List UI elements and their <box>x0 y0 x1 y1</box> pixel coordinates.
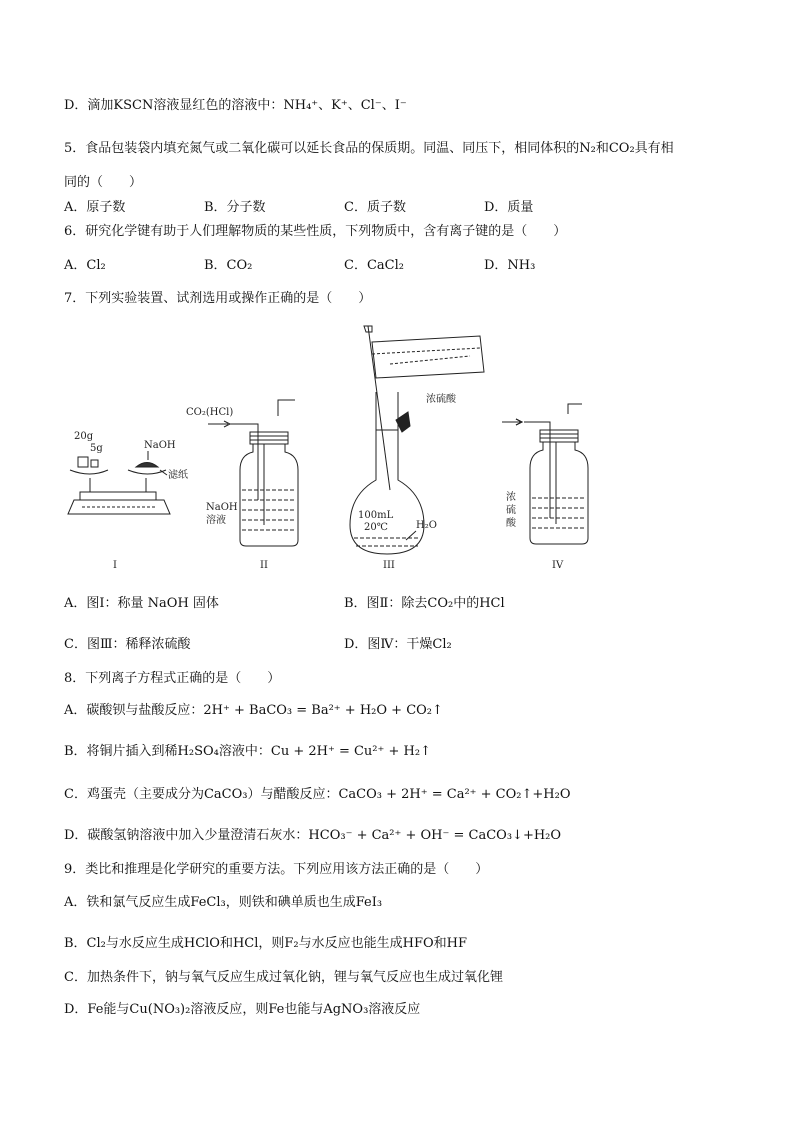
q5-options <box>64 198 533 218</box>
i-figure-label: I <box>113 560 117 571</box>
q7-option-a: A．图Ⅰ：称量 NaOH 固体 <box>64 596 219 611</box>
q5-option-b: B．分子数 <box>204 200 266 215</box>
iii-acid-label: 浓硫酸 <box>426 394 456 405</box>
q9-option-b: B．Cl₂与水反应生成HClO和HCl，则F₂与水反应也能生成HFO和HF <box>64 936 468 951</box>
ii-figure-label: II <box>260 560 268 571</box>
ii-solution-label-2: 溶液 <box>206 515 226 526</box>
q5-stem-line1: 5．食品包装袋内填充氮气或二氧化碳可以延长食品的保质期。同温、同压下，相同体积的N₂和CO₂具有相 <box>64 141 674 156</box>
iii-temperature-label: 20℃ <box>364 522 388 533</box>
q4-option-d: D．滴加KSCN溶液显红色的溶液中：NH₄⁺、K⁺、Cl⁻、I⁻ <box>64 98 407 113</box>
q8-stem: 8．下列离子方程式正确的是（ ） <box>64 671 281 686</box>
q7-apparatus-figure <box>60 320 530 578</box>
q9-option-d: D．Fe能与Cu(NO₃)₂溶液反应，则Fe也能与AgNO₃溶液反应 <box>64 1002 421 1017</box>
q7-option-d: D．图Ⅳ：干燥Cl₂ <box>344 637 452 652</box>
q6-stem: 6．研究化学键有助于人们理解物质的某些性质，下列物质中，含有离子键的是（ ） <box>64 224 567 239</box>
i-weights-20g: 20g <box>74 431 94 442</box>
i-weights-5g: 5g <box>90 443 103 454</box>
weight-20g-shape <box>78 457 88 467</box>
iii-water-label: H₂O <box>416 520 437 531</box>
iii-figure-label: III <box>383 560 395 571</box>
i-filter-paper-label: 滤纸 <box>168 470 188 481</box>
balance-beam <box>80 492 156 500</box>
q9-stem: 9．类比和推理是化学研究的重要方法。下列应用该方法正确的是（ ） <box>64 862 489 877</box>
q8-option-a: A．碳酸钡与盐酸反应：2H⁺ + BaCO₃ = Ba²⁺ + H₂O + CO₂↑ <box>64 703 443 718</box>
glass-rod <box>368 326 390 490</box>
figure-ii-wash-bottle <box>186 400 298 571</box>
iv-acid-label-3: 酸 <box>506 518 516 529</box>
iv-inlet-tube <box>524 422 550 518</box>
q6-option-d: D．NH₃ <box>484 258 536 273</box>
q9-option-c: C．加热条件下，钠与氧气反应生成过氧化钠，锂与氧气反应也生成过氧化锂 <box>64 970 503 985</box>
weight-5g-shape <box>91 460 98 467</box>
q7-option-b: B．图Ⅱ：除去CO₂中的HCl <box>344 596 505 611</box>
ii-stopper <box>250 432 288 444</box>
ii-gas-label: CO₂(HCl) <box>186 407 234 418</box>
q5-option-c: C．质子数 <box>344 200 406 215</box>
iv-stopper <box>540 430 578 442</box>
q5-option-a: A．原子数 <box>64 200 126 215</box>
figure-i-balance <box>68 431 188 571</box>
ii-outlet-tube <box>278 400 295 416</box>
iv-acid-label-2: 硫 <box>506 505 516 516</box>
naoh-solid <box>136 463 158 468</box>
q5-stem-line2: 同的（ ） <box>64 175 143 190</box>
iv-outlet-tube <box>568 404 582 414</box>
figure-iii-volumetric-flask <box>350 326 484 571</box>
q8-option-b: B．将铜片插入到稀H₂SO₄溶液中：Cu + 2H⁺ = Cu²⁺ + H₂↑ <box>64 744 431 759</box>
q7-stem: 7．下列实验装置、试剂选用或操作正确的是（ ） <box>64 291 372 306</box>
q8-option-d: D．碳酸氢钠溶液中加入少量澄清石灰水：HCO₃⁻ + Ca²⁺ + OH⁻ = CaCO₃↓+H₂O <box>64 828 562 843</box>
iv-acid-label-1: 浓 <box>506 492 516 503</box>
iii-graduated-cylinder <box>372 336 484 378</box>
q6-options <box>64 256 535 276</box>
figure-iv-svg <box>500 400 610 580</box>
q9-option-a: A．铁和氯气反应生成FeCl₃，则铁和碘单质也生成FeI₃ <box>64 895 383 910</box>
iv-figure-label: IV <box>552 560 564 571</box>
ii-bottle-body <box>240 444 298 546</box>
ii-solution-label-1: NaOH <box>206 502 238 513</box>
q8-option-c: C．鸡蛋壳（主要成分为CaCO₃）与醋酸反应：CaCO₃ + 2H⁺ = Ca²⁺ + CO₂↑+H₂O <box>64 787 571 802</box>
q6-option-a: A．Cl₂ <box>64 258 106 273</box>
left-pan <box>70 470 108 474</box>
q7-options-row1 <box>64 594 505 614</box>
ii-inlet-tube <box>230 424 258 500</box>
q5-option-d: D．质量 <box>484 200 534 215</box>
i-naoh-label: NaOH <box>144 440 176 451</box>
q7-options-row2 <box>64 635 452 655</box>
iv-bottle-body <box>530 442 588 544</box>
q6-option-c: C．CaCl₂ <box>344 258 404 273</box>
iii-volume-label: 100mL <box>358 510 394 521</box>
q6-option-b: B．CO₂ <box>204 258 253 273</box>
q7-option-c: C．图Ⅲ：稀释浓硫酸 <box>64 637 191 652</box>
